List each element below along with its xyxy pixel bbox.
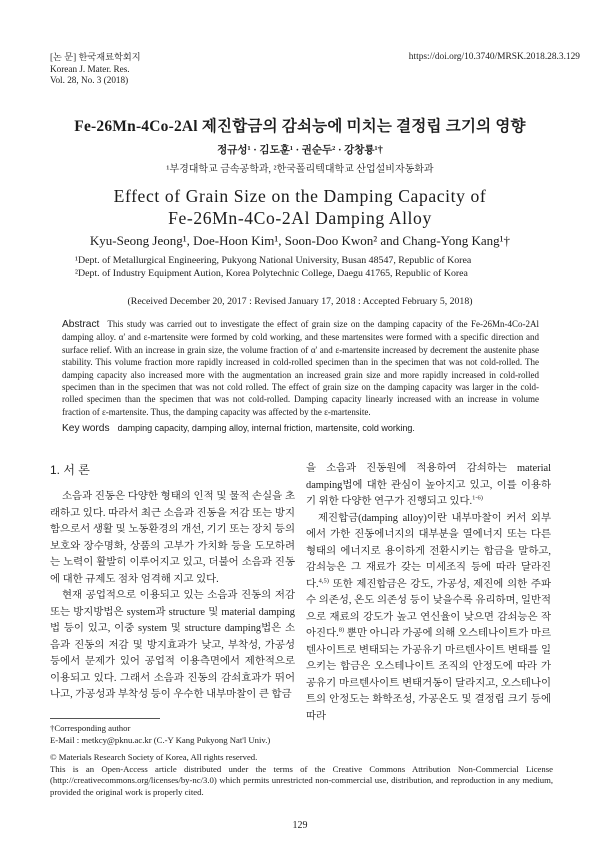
paragraph: 소음과 진동은 다양한 형태의 인적 및 물적 손실을 초래하고 있다. 따라서 최근 소음과 진동을 저감 또는 방지함으로서 생활 및 노동환경의 개선, 기기 또는 장치 등의 보호와 장수명화, 상품의 고부가 가치화 등을 도모하려는 노력이 활발히 이루어지고 있고, 더불어 소음과 진동에 대한 규제도 점차 엄격해 지고 있다. — [50, 491, 295, 585]
copyright-notice — [50, 752, 553, 798]
journal-volume: Vol. 28, No. 3 (2018) — [50, 75, 129, 86]
corresponding-author: †Corresponding author — [50, 723, 131, 733]
citation: 8) — [338, 626, 345, 634]
license-text: This is an Open-Access article distributed under the terms of the Creative Commons Attribution Non-Commercial License (http://creativecommons.org/licenses/by-nc/3.0) which permits unrestricted non-commercial use, distribution, and reproduction in any medium, provided the original work is properly cited. — [50, 763, 553, 797]
authors-english: Kyu-Seong Jeong¹, Doe-Hoon Kim¹, Soon-Doo Kwon² and Chang-Yong Kang¹† — [89, 233, 511, 248]
keywords-label: Key words — [62, 423, 110, 434]
keywords-text: damping capacity, damping alloy, internal friction, martensite, cold working. — [117, 423, 415, 433]
affiliation-1: ¹Dept. of Metallurgical Engineering, Pukyong National University, Busan 48547, Republic of Korea — [75, 255, 472, 266]
affiliations-korean: ¹부경대학교 금속공학과, ²한국폴리텍대학교 산업설비자동화과 — [166, 164, 434, 175]
page-number: 129 — [292, 820, 308, 831]
title-english-line-1: Effect of Grain Size on the Damping Capacity of — [113, 186, 487, 206]
paragraph-text: 또한 제진합금은 강도, 가공성, 제진에 의한 주파수 의존성, 온도 의존성 등이 낮을수록 유리하며, 일반적으로 재료의 강도가 높고 연신율이 낮으면 감쇠능은 작아진다. — [306, 578, 551, 639]
abstract-text: This study was carried out to investigate the effect of grain size on the damping capacity of the Fe-26Mn-4Co-2Al damping alloy. α' and ε-martensite were formed by cold working, and these martensites were formed with a specific direction and surface relief. With an increase in grain size, the volume fraction of α' and ε-martensite increased by decrement the austenite phase stability. This volume fraction more rapidly increased in cold-rolled specimen than in the specimen that was not cold-rolled. The damping capacity also increased more with the augmentation an increased grain size and more rapidly increased in cold-rolled specimen than in the specimen that was not cold rolled. The effect of grain size on the damping capacity was larger in the cold-rolled specimen than the specimen that was not cold-rolled. Damping capacity linearly increased with an increase in volume fraction of ε-martensite. Thus, the damping capacity was affected by the ε-martensite. — [62, 319, 539, 417]
keywords — [62, 423, 415, 434]
section-heading: 1. 서 론 — [50, 463, 90, 477]
left-column — [50, 489, 295, 704]
paragraph — [306, 461, 551, 511]
citation: 4,5) — [318, 577, 329, 585]
paragraph — [306, 511, 551, 726]
doi-link[interactable]: https://doi.org/10.3740/MRSK.2018.28.3.129 — [408, 52, 580, 62]
abstract-label: Abstract — [62, 319, 100, 330]
affiliations-english — [75, 255, 471, 281]
affiliation-2: ²Dept. of Industry Equipment Aution, Korea Polytechnic College, Daegu 41765, Republic of Korea — [75, 267, 468, 279]
paragraph-text: 을 소음과 진동원에 적용하여 감쇠하는 material damping법에 대한 관심이 높아지고 있고, 이를 이용하기 위한 다양한 연구가 진행되고 있다. — [306, 463, 551, 507]
footnote-divider — [50, 718, 160, 719]
title-english — [0, 185, 600, 229]
journal-info — [50, 52, 141, 87]
abstract — [62, 318, 539, 418]
right-column — [306, 461, 551, 725]
paragraph-text: 뿐만 아니라 가공에 의해 오스테나이트가 마르텐사이트로 변태되는 가공유기 마르텐사이트 변태를 일으키는 합금은 오스테나이트 조직의 안정도에 따라 가공유기 마르텐사이트 변태거동이 달라지고, 오스테나이트의 안정도는 화학조성, 가공온도 및 결정립 크기 등에 따라 — [306, 628, 551, 722]
journal-name-ko: [논 문] 한국재료학회지 — [50, 52, 141, 62]
paragraph: 현재 공업적으로 이용되고 있는 소음과 진동의 저감 또는 방지방법은 system과 structure 및 material damping법 등이 있고, 이중 system 및 structure damping법은 소음과 진동의 저감 및 방지효과가 낮고, 부착성, 가공성 등에서 문제가 있어 공업적 이용측면에서 제한적으로 이용되고 있다. 그래서 소음과 진동의 감쇠효과가 뛰어나고, 가공성과 부착성 등이 우수한 내부마찰이 큰 합금 — [50, 590, 295, 700]
paragraph-text: 제진합금(damping alloy)이란 내부마찰이 커서 외부에서 가한 진동에너지의 대부분을 열에너지 또는 다른 형태의 에너지로 용이하게 전환시키는 합금을 말하고, 감쇠능은 그 재료가 갖는 미세조직 등에 따라 달라진다. — [306, 512, 551, 590]
citation: 1-6) — [472, 494, 483, 502]
authors-korean: 정규성¹ · 김도훈¹ · 권순두² · 강창룡¹† — [217, 145, 383, 156]
footnote — [50, 723, 270, 746]
journal-name-en: Korean J. Mater. Res. — [50, 63, 130, 74]
title-korean: Fe-26Mn-4Co-2Al 제진합금의 감쇠능에 미치는 결정립 크기의 영향 — [74, 118, 526, 135]
title-english-line-2: Fe-26Mn-4Co-2Al Damping Alloy — [168, 208, 432, 228]
author-email: E-Mail : metkcy@pknu.ac.kr (C.-Y Kang Pukyong Nat'l Univ.) — [50, 734, 271, 745]
received-dates: (Received December 20, 2017 : Revised January 17, 2018 : Accepted February 5, 2018) — [127, 296, 473, 307]
copyright-line: © Materials Research Society of Korea, All rights reserved. — [50, 752, 258, 762]
